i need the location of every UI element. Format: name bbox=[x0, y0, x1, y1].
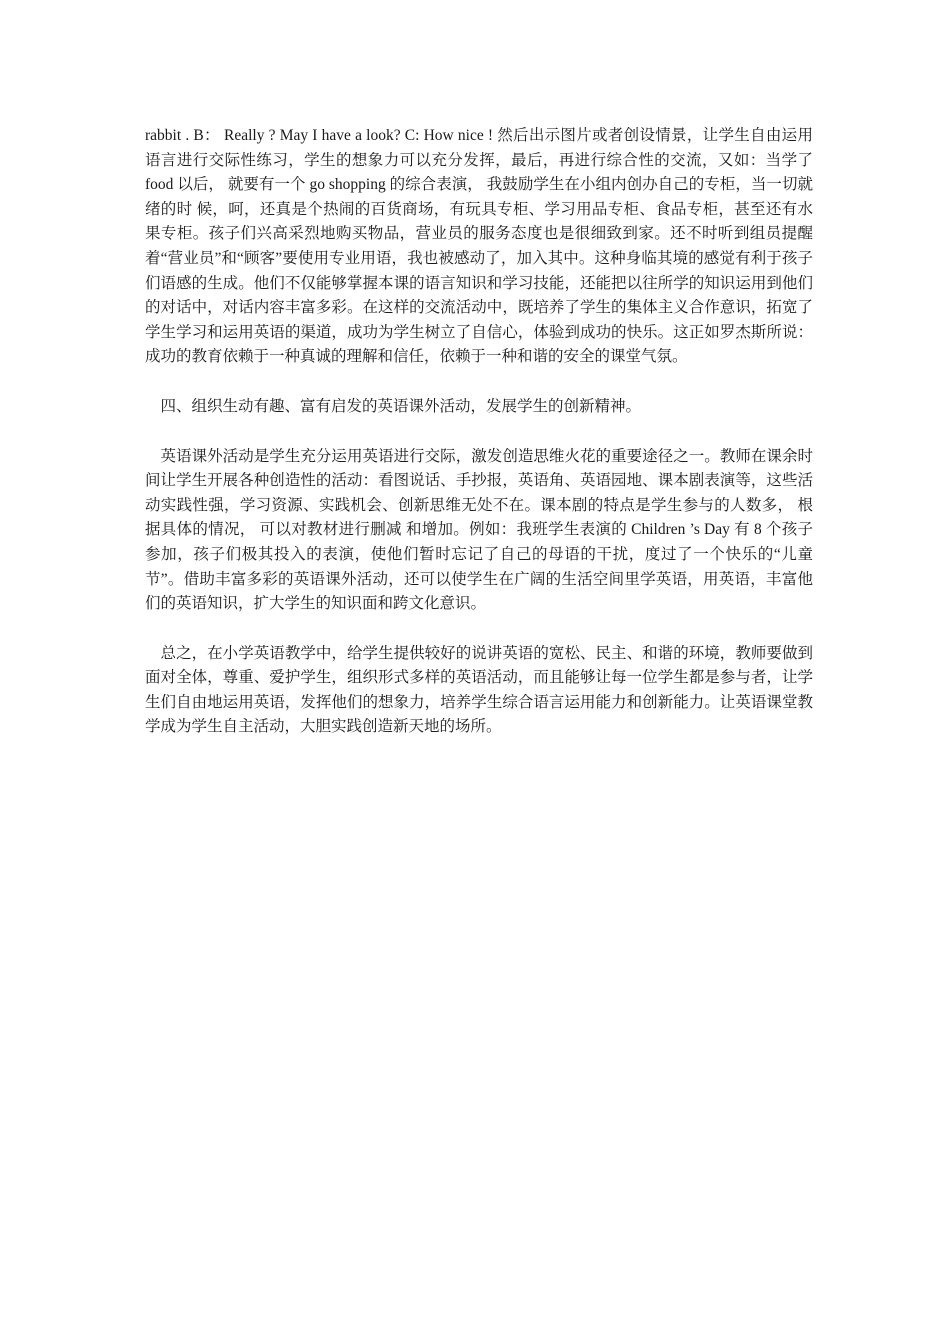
paragraph-dialogue-activity: rabbit . B： Really ? May I have a look? C: How nice ! 然后出示图片或者创设情景，让学生自由运用语言进行交际性练习，学生的想象力可以充分发挥，最后，再进行综合性的交流，又如：当学了 food 以后， 就要有一个 go shopping 的综合表演， 我鼓励学生在小组内创办自己的专柜，当一切就绪的时 候，呵，还真是个热闹的百货商场，有玩具专柜、学习用品专柜、食品专柜，甚至还有水果专柜。孩子们兴高采烈地购买物品，营业员的服务态度也是很细致到家。还不时听到组员提醒着“营业员”和“顾客”要使用专业用语，我也被感动了，加入其中。这种身临其境的感觉有利于孩子们语感的生成。他们不仅能够掌握本课的语言知识和学习技能，还能把以往所学的知识运用到他们的对话中，对话内容丰富多彩。在这样的交流活动中，既培养了学生的集体主义合作意识，拓宽了学生学习和运用英语的渠道，成功为学生树立了自信心，体验到成功的快乐。这正如罗杰斯所说：成功的教育依赖于一种真诚的理解和信任，依赖于一种和谐的安全的课堂气氛。 bbox=[145, 127, 813, 366]
paragraph-extracurricular: 英语课外活动是学生充分运用英语进行交际，激发创造思维火花的重要途径之一。教师在课余时间让学生开展各种创造性的活动：看图说话、手抄报，英语角、英语园地、课本剧表演等，这些活动实践性强，学习资源、实践机会、创新思维无处不在。课本剧的特点是学生参与的人数多， 根据具体的情况， 可以对教材进行删减 和增加。例如：我班学生表演的 Children ’s Day 有 8 个孩子参加，孩子们极其投入的表演，使他们暂时忘记了自己的母语的干扰，度过了一个快乐的“儿童节”。借助丰富多彩的英语课外活动，还可以使学生在广阔的生活空间里学英语，用英语，丰富他们的英语知识，扩大学生的知识面和跨文化意识。 bbox=[145, 447, 813, 613]
section-heading-four: 四、组织生动有趣、富有启发的英语课外活动，发展学生的创新精神。 bbox=[145, 397, 642, 415]
paragraph-conclusion: 总之，在小学英语教学中，给学生提供较好的说讲英语的宽松、民主、和谐的环境，教师要做到面对全体，尊重、爱护学生，组织形式多样的英语活动，而且能够让每一位学生都是参与者，让学生们自由地运用英语，发挥他们的想象力，培养学生综合语言运用能力和创新能力。让英语课堂教学成为学生自主活动，大胆实践创造新天地的场所。 bbox=[145, 644, 813, 736]
document-body bbox=[145, 124, 813, 765]
